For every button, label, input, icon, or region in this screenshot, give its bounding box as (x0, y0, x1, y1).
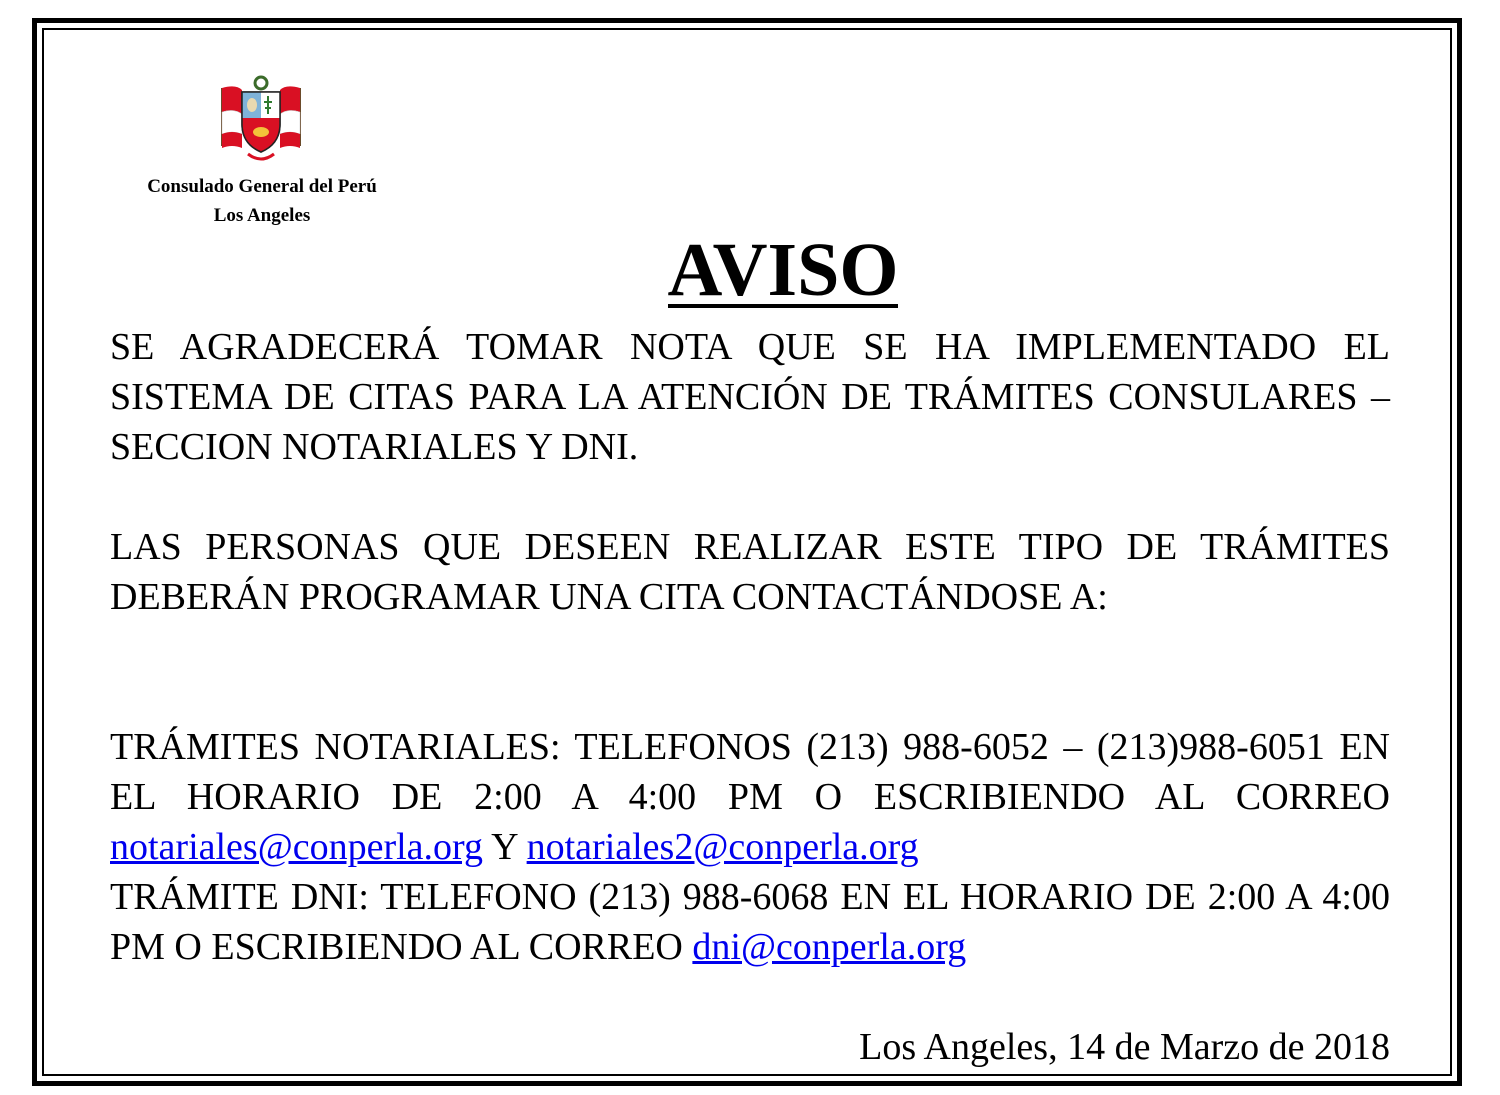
notice-date: Los Angeles, 14 de Marzo de 2018 (859, 1026, 1390, 1068)
notice-title-wrap (0, 222, 1500, 312)
notarial-email-link-2[interactable]: notariales2@conperla.org (526, 826, 919, 868)
consulate-city: Los Angeles (213, 205, 311, 226)
paragraph-notarial-text (110, 722, 1390, 872)
paragraph-notarial (110, 722, 1390, 872)
paragraph-intro-text: SE AGRADECERÁ TOMAR NOTA QUE SE HA IMPLEMENTADO EL SISTEMA DE CITAS PARA LA ATENCIÓN DE TRÁMITES CONSULARES – SECCION NOTARIALES Y DNI. (110, 326, 1390, 468)
notarial-email-joiner: Y (483, 826, 527, 868)
consulate-name: Consulado General del Perú (147, 176, 377, 197)
notice-title: AVISO (668, 222, 899, 308)
paragraph-instructions-text: LAS PERSONAS QUE DESEEN REALIZAR ESTE TIPO DE TRÁMITES DEBERÁN PROGRAMAR UNA CITA CONTACTÁNDOSE A: (110, 526, 1390, 618)
notarial-contact-text: TRÁMITES NOTARIALES: TELEFONOS (213) 988-6052 – (213)988-6051 EN EL HORARIO DE 2:00 A 4:00 PM O ESCRIBIENDO AL CORREO (110, 726, 1390, 818)
paragraph-dni-text (110, 872, 1390, 972)
peru-coat-of-arms-icon (218, 74, 304, 166)
paragraph-dni (110, 872, 1390, 972)
dni-email-link[interactable]: dni@conperla.org (692, 926, 967, 968)
dni-contact-text: TRÁMITE DNI: TELEFONO (213) 988-6068 EN EL HORARIO DE 2:00 A 4:00 PM O ESCRIBIENDO AL CORREO (110, 876, 1390, 968)
notarial-email-link-1[interactable]: notariales@conperla.org (110, 826, 483, 868)
paragraph-instructions (110, 522, 1390, 622)
paragraph-intro (110, 322, 1390, 472)
